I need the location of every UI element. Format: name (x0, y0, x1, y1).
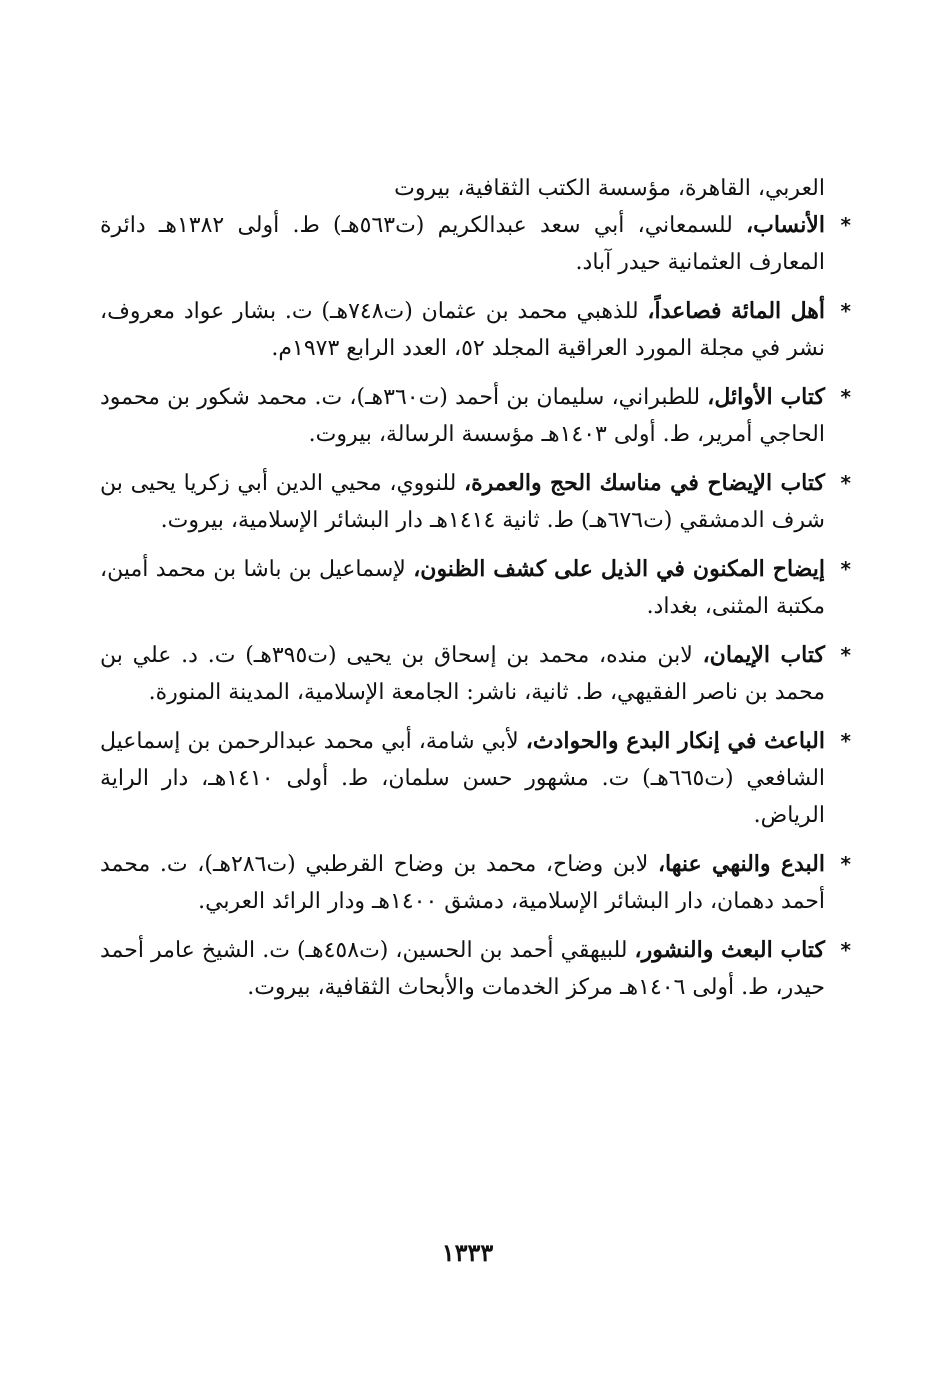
entry-text: للسمعاني، أبي سعد عبدالكريم (ت٥٦٣هـ) ط. أولى ١٣٨٢هـ دائرة المعارف العثمانية حيدر آباد. (100, 213, 825, 275)
entry-title: أهل المائة فصاعداً، (647, 298, 825, 324)
asterisk-bullet: * (840, 385, 851, 409)
asterisk-bullet: * (840, 299, 851, 323)
entry-text: لأبي شامة، أبي محمد عبدالرحمن بن إسماعيل الشافعي (ت٦٦٥هـ) ت. مشهور حسن سلمان، ط. أولى ١٤١٠هـ، دار الراية الرياض. (100, 729, 826, 828)
asterisk-bullet: * (840, 852, 851, 876)
entry-title: البدع والنهي عنها، (657, 851, 825, 877)
asterisk-bullet: * (840, 729, 851, 753)
entry-title: كتاب البعث والنشور، (634, 937, 826, 963)
bibliography-entry (100, 723, 851, 834)
bibliography-entry (100, 637, 851, 711)
page-number: ١٣٣٣ (441, 1238, 494, 1267)
asterisk-bullet: * (840, 557, 851, 581)
entry-title: كتاب الإيمان، (702, 642, 825, 668)
bibliography-entry (100, 846, 851, 920)
asterisk-bullet: * (840, 643, 851, 667)
asterisk-bullet: * (840, 213, 851, 237)
bibliography-entry (100, 207, 851, 281)
entry-text: للذهبي محمد بن عثمان (ت٧٤٨هـ) ت. بشار عواد معروف، نشر في مجلة المورد العراقية المجلد ٥٢، العدد الرابع ١٩٧٣م. (100, 299, 825, 361)
bibliography-page (100, 170, 851, 1018)
entry-text: لابن منده، محمد بن إسحاق بن يحيى (ت٣٩٥هـ) ت. د. علي بن محمد بن ناصر الفقيهي، ط. ثانية، ناشر: الجامعة الإسلامية، المدينة المنورة. (100, 643, 825, 705)
entry-text: للنووي، محيي الدين أبي زكريا يحيى بن شرف الدمشقي (ت٦٧٦هـ) ط. ثانية ١٤١٤هـ دار البشائر الإسلامية، بيروت. (100, 471, 825, 533)
entry-text: لابن وضاح، محمد بن وضاح القرطبي (ت٢٨٦هـ)، ت. محمد أحمد دهمان، دار البشائر الإسلامية، دمشق ١٤٠٠هـ ودار الرائد العربي. (100, 852, 825, 914)
entry-title: كتاب الأوائل، (707, 384, 825, 410)
entry-text: للبيهقي أحمد بن الحسين، (ت٤٥٨هـ) ت. الشيخ عامر أحمد حيدر، ط. أولى ١٤٠٦هـ مركز الخدمات والأبحاث الثقافية، بيروت. (100, 938, 825, 1000)
entry-title: الباعث في إنكار البدع والحوادث، (525, 728, 825, 754)
bibliography-entry (100, 551, 851, 625)
continuation-line: العربي، القاهرة، مؤسسة الكتب الثقافية، بيروت (394, 176, 825, 201)
asterisk-bullet: * (840, 938, 851, 962)
entry-title: إيضاح المكنون في الذيل على كشف الظنون، (413, 556, 825, 582)
bibliography-entry (100, 379, 851, 453)
entry-title: الأنساب، (746, 212, 825, 238)
bibliography-entry (100, 932, 851, 1006)
asterisk-bullet: * (840, 471, 851, 495)
bibliography-entry (100, 465, 851, 539)
entry-text: لإسماعيل بن باشا بن محمد أمين، مكتبة المثنى، بغداد. (100, 557, 825, 619)
entry-text: للطبراني، سليمان بن أحمد (ت٣٦٠هـ)، ت. محمد شكور بن محمود الحاجي أمرير، ط. أولى ١٤٠٣هـ مؤسسة الرسالة، بيروت. (100, 385, 825, 447)
entry-title: كتاب الإيضاح في مناسك الحج والعمرة، (464, 470, 825, 496)
bibliography-entry (100, 293, 851, 367)
